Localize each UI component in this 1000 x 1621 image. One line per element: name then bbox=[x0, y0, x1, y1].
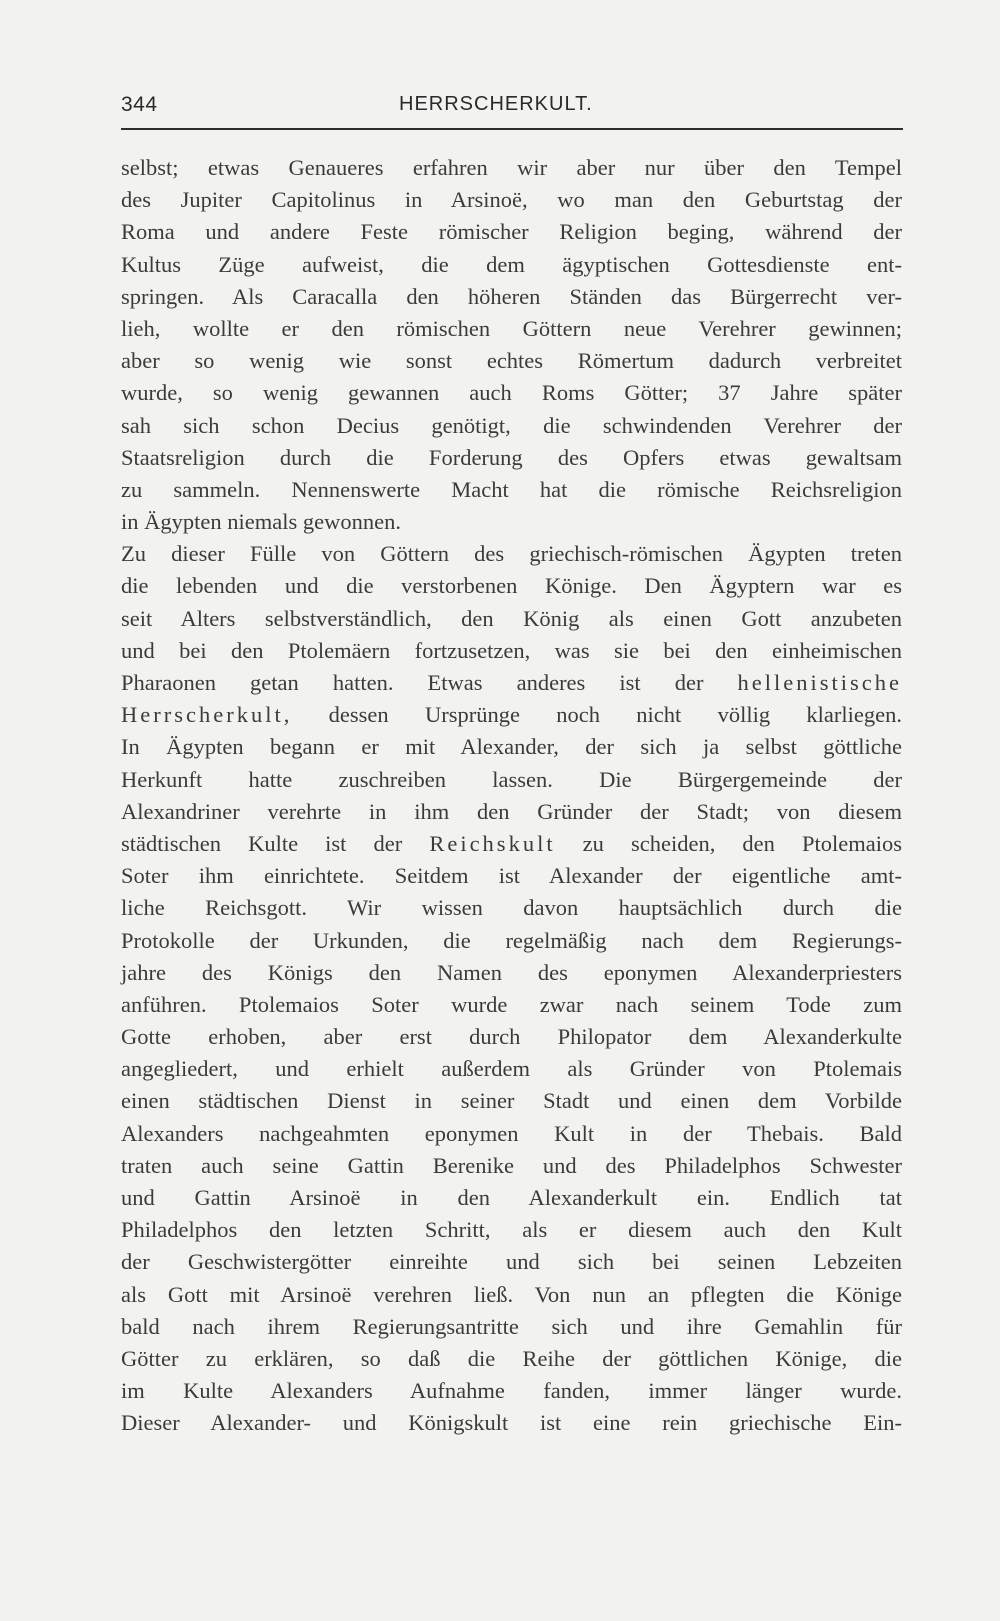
text-line: springen. Als Caracalla den höheren Ständen das Bürgerrecht ver- bbox=[121, 283, 902, 309]
text-line: der Geschwistergötter einreihte und sich bei seinen Lebzeiten bbox=[121, 1249, 902, 1275]
text-line: Kultus Züge aufweist, die dem ägyptischen Gottesdienste ent- bbox=[121, 251, 902, 277]
text-segment: dessen Ursprünge noch nicht völlig klarliegen. bbox=[328, 702, 903, 728]
page-number: 344 bbox=[121, 93, 158, 116]
spaced-emphasis: Herrscherkult, bbox=[121, 702, 293, 728]
text-segment: zu scheiden, den Ptolemaios bbox=[582, 830, 903, 856]
text-line bbox=[121, 699, 902, 731]
text-line: einen städtischen Dienst in seiner Stadt und einen dem Vorbilde bbox=[121, 1088, 902, 1114]
text-line: lieh, wollte er den römischen Göttern neue Verehrer gewinnen; bbox=[121, 315, 902, 341]
text-line: Dieser Alexander- und Königskult ist eine rein griechische Ein- bbox=[121, 1410, 902, 1436]
text-line: Alexanders nachgeahmten eponymen Kult in der Thebais. Bald bbox=[121, 1120, 902, 1146]
text-line: Zu dieser Fülle von Göttern des griechisch-römischen Ägypten treten bbox=[121, 541, 902, 567]
text-line: liche Reichsgott. Wir wissen davon hauptsächlich durch die bbox=[121, 895, 902, 921]
text-line: Staatsreligion durch die Forderung des Opfers etwas gewaltsam bbox=[121, 444, 902, 470]
text-line: seit Alters selbstverständlich, den König als einen Gott anzubeten bbox=[121, 605, 902, 631]
text-line: sah sich schon Decius genötigt, die schwindenden Verehrer der bbox=[121, 412, 902, 438]
text-line: zu sammeln. Nennenswerte Macht hat die römische Reichsreligion bbox=[121, 476, 902, 502]
text-line: als Gott mit Arsinoë verehren ließ. Von nun an pflegten die Könige bbox=[121, 1281, 902, 1307]
text-line: angegliedert, und erhielt außerdem als Gründer von Ptolemais bbox=[121, 1056, 902, 1082]
text-line: in Ägypten niemals gewonnen. bbox=[121, 509, 401, 535]
text-line: Götter zu erklären, so daß die Reihe der göttlichen Könige, die bbox=[121, 1345, 902, 1371]
text-line: Roma und andere Feste römischer Religion beging, während der bbox=[121, 219, 902, 245]
text-line: jahre des Königs den Namen des eponymen Alexanderpriesters bbox=[121, 959, 902, 985]
text-line bbox=[121, 667, 902, 699]
text-line: traten auch seine Gattin Berenike und des Philadelphos Schwester bbox=[121, 1152, 902, 1178]
text-line: In Ägypten begann er mit Alexander, der sich ja selbst göttliche bbox=[121, 734, 902, 760]
text-line bbox=[121, 828, 902, 860]
page-header bbox=[121, 90, 903, 130]
text-line: anführen. Ptolemaios Soter wurde zwar nach seinem Tode zum bbox=[121, 991, 902, 1017]
body-text bbox=[121, 152, 902, 1440]
text-line: Philadelphos den letzten Schritt, als er diesem auch den Kult bbox=[121, 1217, 902, 1243]
text-line: Herkunft hatte zuschreiben lassen. Die Bürgergemeinde der bbox=[121, 766, 902, 792]
text-line: selbst; etwas Genaueres erfahren wir aber nur über den Tempel bbox=[121, 155, 902, 180]
text-line: und bei den Ptolemäern fortzusetzen, was sie bei den einheimischen bbox=[121, 637, 902, 663]
text-line: Protokolle der Urkunden, die regelmäßig nach dem Regierungs- bbox=[121, 927, 902, 953]
text-segment: städtischen Kulte ist der bbox=[121, 830, 403, 856]
text-line: Gotte erhoben, aber erst durch Philopator dem Alexanderkulte bbox=[121, 1024, 902, 1050]
text-line: des Jupiter Capitolinus in Arsinoë, wo man den Geburtstag der bbox=[121, 187, 902, 213]
text-line: die lebenden und die verstorbenen Könige. Den Ägyptern war es bbox=[121, 573, 902, 599]
spaced-emphasis: hellenistische bbox=[737, 670, 902, 695]
text-segment: Pharaonen getan hatten. Etwas anderes ist der bbox=[121, 670, 704, 695]
text-line: aber so wenig wie sonst echtes Römertum dadurch verbreitet bbox=[121, 348, 902, 374]
text-line: Soter ihm einrichtete. Seitdem ist Alexander der eigentliche amt- bbox=[121, 863, 902, 889]
text-line: und Gattin Arsinoë in den Alexanderkult ein. Endlich tat bbox=[121, 1185, 902, 1210]
text-line: bald nach ihrem Regierungsantritte sich und ihre Gemahlin für bbox=[121, 1313, 902, 1339]
spaced-emphasis: Reichskult bbox=[429, 830, 556, 856]
text-line: Alexandriner verehrte in ihm den Gründer der Stadt; von diesem bbox=[121, 798, 902, 824]
text-line: im Kulte Alexanders Aufnahme fanden, immer länger wurde. bbox=[121, 1378, 902, 1404]
running-title: HERRSCHERKULT. bbox=[399, 93, 593, 115]
text-line: wurde, so wenig gewannen auch Roms Götter; 37 Jahre später bbox=[121, 380, 902, 406]
